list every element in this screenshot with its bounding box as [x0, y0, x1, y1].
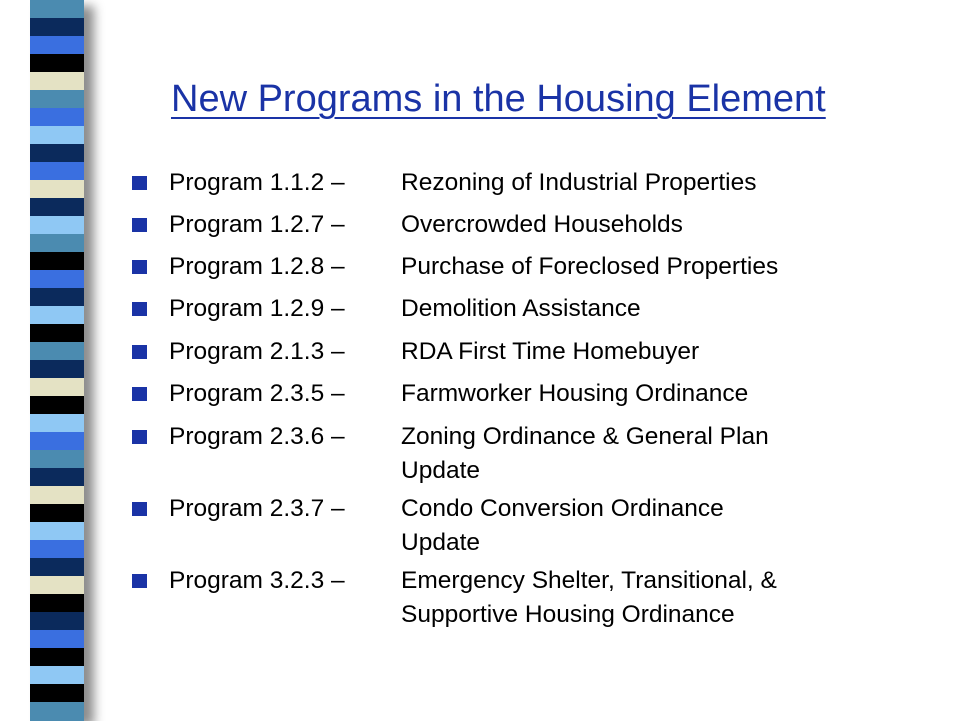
square-bullet-icon: [132, 430, 147, 444]
square-bullet-icon: [132, 260, 147, 274]
stripe-segment: [30, 306, 84, 325]
stripe-segment: [30, 36, 84, 55]
program-description: Overcrowded Households: [401, 211, 683, 238]
stripe-segment: [30, 486, 84, 505]
stripe-segment: [30, 0, 84, 19]
stripe-segment: [30, 432, 84, 451]
stripe-segment: [30, 468, 84, 487]
program-description: Rezoning of Industrial Properties: [401, 169, 757, 196]
square-bullet-icon: [132, 218, 147, 232]
stripe-segment: [30, 594, 84, 613]
program-number: Program 3.2.3 –: [169, 567, 345, 594]
program-number: Program 2.3.5 –: [169, 380, 345, 407]
stripe-segment: [30, 54, 84, 73]
stripe-segment: [30, 666, 84, 685]
stripe-segment: [30, 126, 84, 145]
square-bullet-icon: [132, 574, 147, 588]
stripe-segment: [30, 558, 84, 577]
stripe-segment: [30, 540, 84, 559]
stripe-segment: [30, 18, 84, 37]
stripe-segment: [30, 324, 84, 343]
stripe-segment: [30, 180, 84, 199]
stripe-segment: [30, 252, 84, 271]
stripe-segment: [30, 234, 84, 253]
square-bullet-icon: [132, 387, 147, 401]
program-description-continued: Update: [401, 457, 481, 484]
stripe-segment: [30, 198, 84, 217]
program-description: Farmworker Housing Ordinance: [401, 380, 749, 407]
decorative-stripe: [30, 0, 84, 720]
stripe-segment: [30, 162, 84, 181]
program-number: Program 1.2.9 –: [169, 295, 345, 322]
square-bullet-icon: [132, 176, 147, 190]
stripe-segment: [30, 414, 84, 433]
program-number: Program 1.1.2 –: [169, 169, 345, 196]
stripe-segment: [30, 630, 84, 649]
stripe-segment: [30, 576, 84, 595]
stripe-segment: [30, 288, 84, 307]
program-description-continued: Update: [401, 529, 481, 556]
stripe-segment: [30, 396, 84, 415]
program-number: Program 2.3.7 –: [169, 495, 345, 522]
square-bullet-icon: [132, 345, 147, 359]
program-number: Program 1.2.8 –: [169, 253, 345, 280]
program-description: Emergency Shelter, Transitional, &: [401, 567, 777, 594]
stripe-segment: [30, 108, 84, 127]
square-bullet-icon: [132, 502, 147, 516]
stripe-segment: [30, 450, 84, 469]
program-description: RDA First Time Homebuyer: [401, 338, 700, 365]
slide-title: New Programs in the Housing Element: [171, 78, 826, 120]
program-number: Program 2.3.6 –: [169, 423, 345, 450]
stripe-segment: [30, 270, 84, 289]
program-description: Demolition Assistance: [401, 295, 641, 322]
stripe-segment: [30, 72, 84, 91]
stripe-segment: [30, 648, 84, 667]
stripe-segment: [30, 360, 84, 379]
program-number: Program 2.1.3 –: [169, 338, 345, 365]
stripe-segment: [30, 684, 84, 703]
square-bullet-icon: [132, 302, 147, 316]
program-description: Purchase of Foreclosed Properties: [401, 253, 779, 280]
stripe-segment: [30, 216, 84, 235]
stripe-segment: [30, 612, 84, 631]
program-number: Program 1.2.7 –: [169, 211, 345, 238]
program-description: Zoning Ordinance & General Plan: [401, 423, 769, 450]
stripe-segment: [30, 504, 84, 523]
program-description-continued: Supportive Housing Ordinance: [401, 601, 735, 628]
stripe-segment: [30, 702, 84, 721]
stripe-segment: [30, 342, 84, 361]
stripe-segment: [30, 378, 84, 397]
stripe-segment: [30, 90, 84, 109]
program-description: Condo Conversion Ordinance: [401, 495, 724, 522]
stripe-segment: [30, 522, 84, 541]
stripe-segment: [30, 144, 84, 163]
